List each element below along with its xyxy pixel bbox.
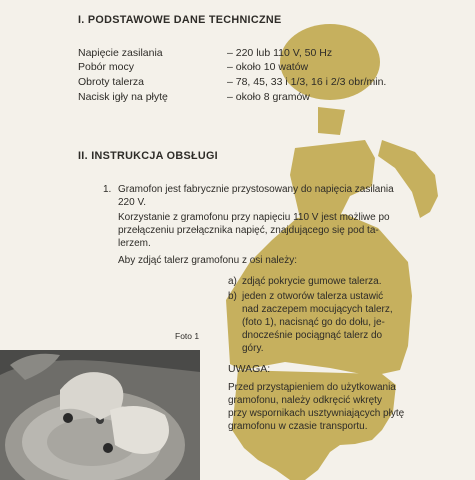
photo-caption: Foto 1	[175, 331, 200, 341]
foto-1-photograph	[0, 350, 200, 480]
spec-value: – 78, 45, 33 i 1/3, 16 i 2/3 obr/min.	[227, 76, 387, 88]
paragraph-line: Korzystanie z gramofonu przy napięciu 110 V jest możliwe po	[118, 212, 390, 223]
spec-label: Napięcie zasilania	[78, 47, 163, 59]
cutout-neck	[318, 107, 345, 135]
cutout-torso	[290, 140, 375, 218]
section-2-heading: II. INSTRUKCJA OBSŁUGI	[78, 150, 218, 162]
spec-label: Obroty talerza	[78, 76, 144, 88]
warning-line: Przed przystąpieniem do użytkowania	[228, 382, 396, 393]
item-number: 1.	[103, 184, 112, 195]
paragraph-line: lerzem.	[118, 238, 151, 249]
step-text: góry.	[242, 343, 264, 354]
paragraph-line: 220 V.	[118, 197, 146, 208]
warning-line: gramofonu, należy odkręcić wkręty	[228, 395, 382, 406]
paragraph-line: Aby zdjąć talerz gramofonu z osi należy:	[118, 255, 297, 266]
spec-label: Nacisk igły na płytę	[78, 91, 168, 103]
spec-value: – około 10 watów	[227, 61, 309, 73]
section-1-heading: I. PODSTAWOWE DANE TECHNICZNE	[78, 14, 282, 26]
step-marker: b)	[228, 291, 237, 302]
cutout-arm	[378, 140, 438, 218]
paragraph-line: przełączeniu przełącznika napięć, znajdującego się pod ta-	[118, 225, 379, 236]
spec-value: – 220 lub 110 V, 50 Hz	[227, 47, 333, 59]
spec-label: Pobór mocy	[78, 61, 135, 73]
spec-value: – około 8 gramów	[227, 91, 310, 103]
paragraph-line: Gramofon jest fabrycznie przystosowany do napięcia zasilania	[118, 184, 394, 195]
step-marker: a)	[228, 276, 237, 287]
warning-line: przy wspornikach usztywniających płytę	[228, 408, 405, 419]
step-text: nad zaczepem mocujących talerz,	[242, 304, 393, 315]
step-text: (foto 1), nacisnąć go do dołu, je-	[242, 317, 385, 328]
warning-title: UWAGA:	[228, 363, 271, 375]
step-text: jeden z otworów talerza ustawić	[242, 291, 384, 302]
step-text: dnocześnie pociągnąć talerz do	[242, 330, 383, 341]
step-text: zdjąć pokrycie gumowe talerza.	[242, 276, 382, 287]
warning-line: gramofonu w czasie transportu.	[228, 421, 368, 432]
